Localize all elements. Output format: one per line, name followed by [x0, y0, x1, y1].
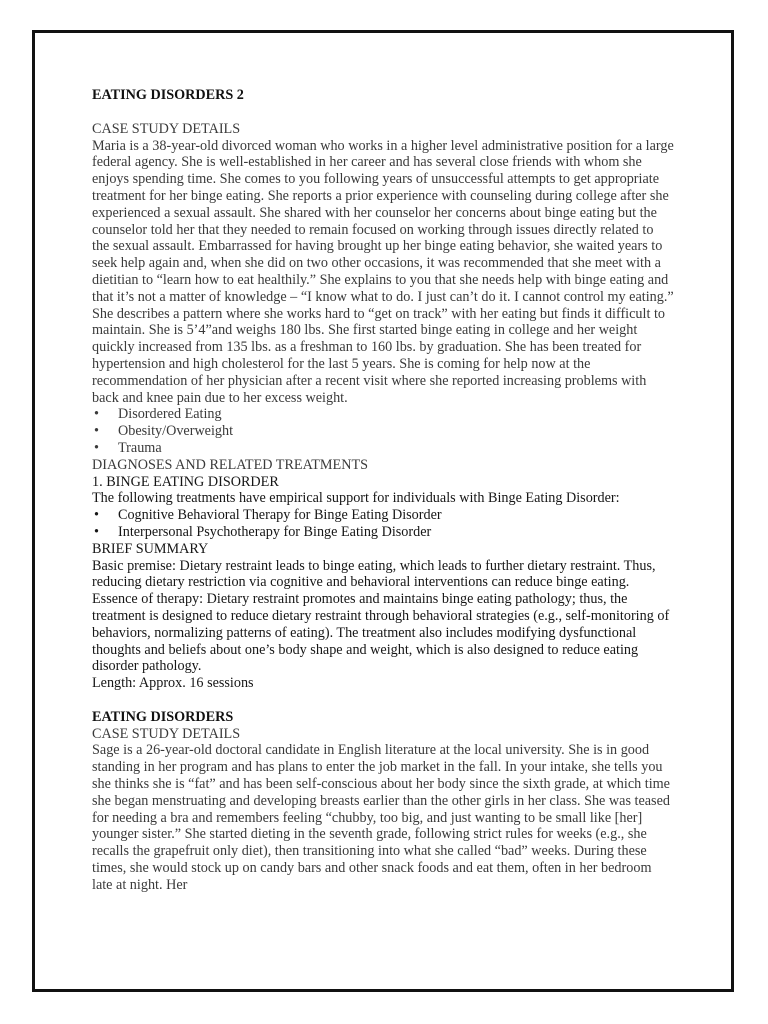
list-item: • Obesity/Overweight [94, 423, 234, 440]
diagnoses-label: DIAGNOSES AND RELATED TREATMENTS [92, 456, 369, 473]
section-heading: EATING DISORDERS 2 [92, 87, 244, 103]
list-item: • Interpersonal Psychotherapy for Binge Eating Disorder [94, 523, 432, 540]
diagnosis-item: 1. BINGE EATING DISORDER [92, 473, 279, 490]
bullet-icon: • [94, 439, 99, 456]
bullet-icon: • [94, 523, 99, 540]
case-study-label: CASE STUDY DETAILS [92, 725, 241, 742]
treatment-list [92, 507, 674, 541]
spacer [92, 692, 674, 709]
treatments-intro: The following treatments have empirical support for individuals with Binge Eating Disorder: [92, 490, 620, 507]
bullet-icon: • [94, 507, 99, 524]
section-heading: EATING DISORDERS [92, 708, 234, 725]
therapy-essence: Essence of therapy: Dietary restraint promotes and maintains binge eating pathology; thus, the treatment is designed to reduce dietary restraint through behavioral strategies (e.g., self-monitoring of behaviors, normalizing patterns of eating). The treatment also includes modifying dysfunctional thoughts and beliefs about one’s body shape and weight, which is also designed to reduce eating disorder pathology. [92, 591, 670, 675]
list-item: • Disordered Eating [94, 406, 222, 423]
basic-premise: Basic premise: Dietary restraint leads to binge eating, which leads to further dietary restraint. Thus, reducing dietary restriction via cognitive and behavioral interventions can reduce binge eating. [92, 557, 656, 591]
spacer [92, 104, 674, 121]
treatment-length: Length: Approx. 16 sessions [92, 675, 254, 692]
document-body [92, 87, 674, 894]
case-study-text: Sage is a 26-year-old doctoral candidate in English literature at the local university. She is in good standing in her program and has plans to enter the job market in the fall. In your intake, she tells you she thinks she is “fat” and has been self-conscious about her body since the sixth grade, at which time she began menstruating and developing breasts earlier than the other girls in her class. She was teased for needing a bra and remembers feeling “chubby, too big, and just wanting to be small like [her] younger sister.” She started dieting in the seventh grade, following strict rules for weeks (e.g., she recalls the grapefruit only diet), then transitioning into what she called “bad” weeks. During these times, she would stock up on candy bars and other snack foods and eat them, often in her bedroom late at night. Her [92, 742, 670, 893]
bullet-icon: • [94, 406, 99, 423]
list-item: • Trauma [94, 439, 162, 456]
case-study-text: Maria is a 38-year-old divorced woman who works in a higher level administrative position for a large federal agency. She is well-established in her career and has several close friends with whom she enjoys spending time. She comes to you following years of unsuccessful attempts to get appropriate treatment for her binge eating. She reports a prior experience with counseling during college after she experienced a sexual assault. She shared with her counselor her concerns about binge eating but the counselor told her that they needed to remain focused on working through issues directly related to the sexual assault. Embarrassed for having brought up her binge eating behavior, she waited years to seek help again and, when she did on two other occasions, it was recommended that she meet with a dietitian to “learn how to eat healthily.” She explains to you that she needs help with binge eating and that it’s not a matter of knowledge – “I know what to do. I just can’t do it. I cannot control my eating.” She describes a pattern where she works hard to “get on track” with her eating but finds it difficult to maintain. She is 5’4”and weighs 180 lbs. She first started binge eating in college and her weight quickly increased from 135 lbs. as a freshman to 160 lbs. by graduation. She has been treated for hypertension and high cholesterol for the last 5 years. She is coming for help now at the recommendation of her physician after a recent visit where she reported increasing problems with back and knee pain due to her excess weight. [92, 137, 674, 406]
topic-list [92, 406, 674, 456]
bullet-icon: • [94, 423, 99, 440]
list-item: • Cognitive Behavioral Therapy for Binge Eating Disorder [94, 507, 442, 524]
summary-label: BRIEF SUMMARY [92, 540, 209, 557]
case-study-label: CASE STUDY DETAILS [92, 120, 241, 137]
